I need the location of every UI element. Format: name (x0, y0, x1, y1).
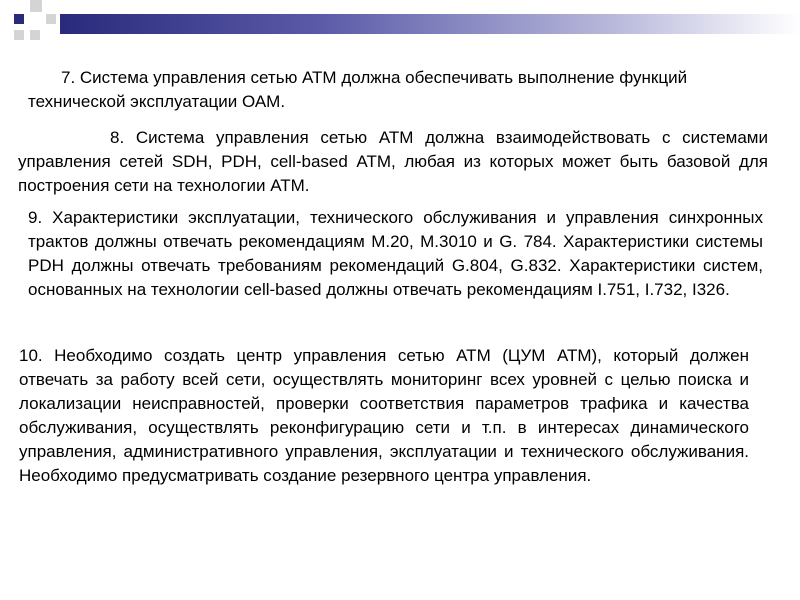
paragraph-9: 9. Характеристики эксплуатации, технического обслуживания и управления синхронных трактов должны отвечать рекомендациям М.20, М.3010 и G. 784. Характеристики системы PDH должны отвечать требованиям рекомендаций G.804, G.832. Характеристики систем, основанных на технологии cell-based должны отвечать рекомендациям I.751, I.732, I326. (28, 208, 763, 299)
paragraph-7: 7. Система управления сетью АТМ должна обеспечивать выполнение функций технической эксплуатации ОАМ. (28, 68, 688, 111)
decorative-square-light (46, 14, 56, 24)
header-gradient-bar (60, 14, 800, 34)
paragraph-10: 10. Необходимо создать центр управления сетью АТМ (ЦУМ АТМ), который должен отвечать за работу всей сети, осуществлять мониторинг всех уровней с целью поиска и локализации неисправностей, проверки соответствия параметров трафика и качества обслуживания, осуществлять реконфигурацию сети и т.п. в интересах динамического управления, административного управления, эксплуатации и технического обслуживания. Необходимо предусматривать создание резервного центра управления. (19, 346, 749, 485)
decorative-square-light (14, 30, 24, 40)
paragraph-8: 8. Система управления сетью АТМ должна взаимодействовать с системами управления сетей SDH, PDH, cell-based АТМ, любая из которых может быть базовой для построения сети на технологии АТМ. (18, 128, 768, 195)
decorative-square-light (30, 30, 40, 40)
decorative-square-dark (14, 14, 24, 24)
decorative-square-light (30, 0, 42, 12)
